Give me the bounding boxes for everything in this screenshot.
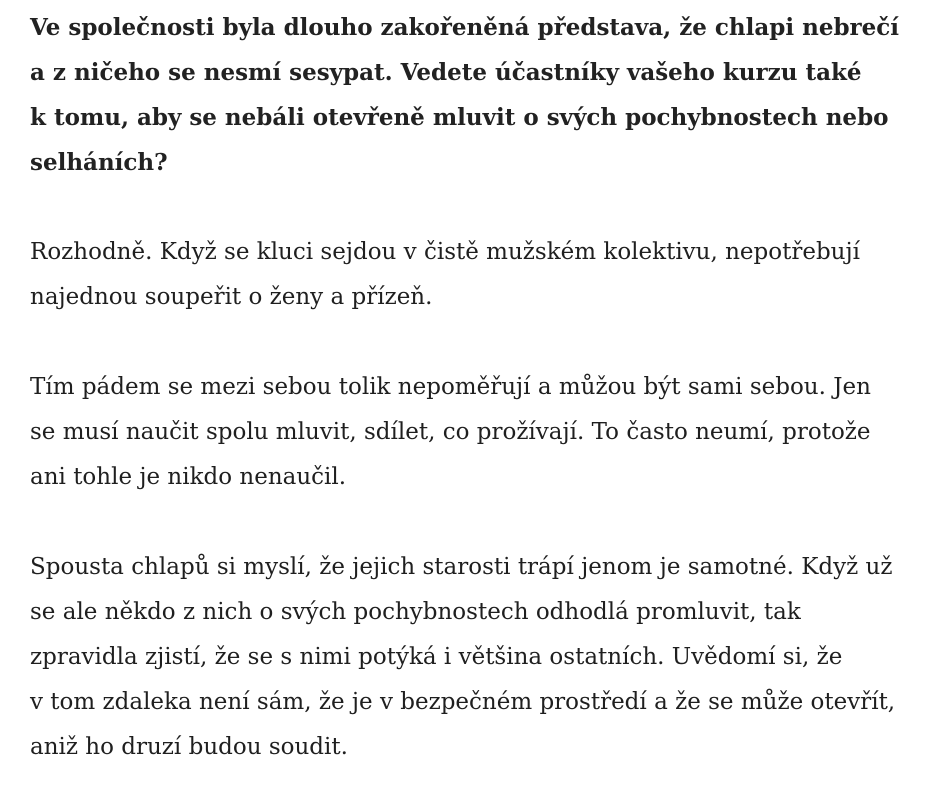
paragraph-line: zpravidla zjistí, že se s nimi potýká i většina ostatních. Uvědomí si, že — [30, 644, 843, 670]
question-line: Ve společnosti byla dlouho zakořeněná představa, že chlapi nebrečí — [30, 14, 900, 41]
paragraph-line: aniž ho druzí budou soudit. — [30, 734, 348, 760]
interview-question — [30, 5, 920, 185]
paragraph-line: Tím pádem se mezi sebou tolik nepoměřují a můžou být sami sebou. Jen — [30, 374, 871, 400]
question-line: k tomu, aby se nebáli otevřeně mluvit o svých pochybnostech nebo — [30, 104, 889, 131]
answer-paragraph-2 — [30, 365, 920, 500]
paragraph-line: v tom zdaleka není sám, že je v bezpečném prostředí a že se může otevřít, — [30, 689, 896, 715]
paragraph-line: najednou soupeřit o ženy a přízeň. — [30, 284, 433, 310]
paragraph-line: ani tohle je nikdo nenaučil. — [30, 464, 347, 490]
question-line: a z ničeho se nesmí sesypat. Vedete účastníky vašeho kurzu také — [30, 59, 862, 86]
answer-paragraph-3 — [30, 545, 920, 770]
paragraph-line: Spousta chlapů si myslí, že jejich starosti trápí jenom je samotné. Když už — [30, 554, 893, 580]
paragraph-line: se ale někdo z nich o svých pochybnostech odhodlá promluvit, tak — [30, 599, 801, 625]
article-body — [30, 5, 920, 770]
question-line: selháních? — [30, 149, 168, 176]
paragraph-line: Rozhodně. Když se kluci sejdou v čistě mužském kolektivu, nepotřebují — [30, 239, 860, 265]
answer-paragraph-1 — [30, 230, 920, 320]
paragraph-line: se musí naučit spolu mluvit, sdílet, co prožívají. To často neumí, protože — [30, 419, 871, 445]
